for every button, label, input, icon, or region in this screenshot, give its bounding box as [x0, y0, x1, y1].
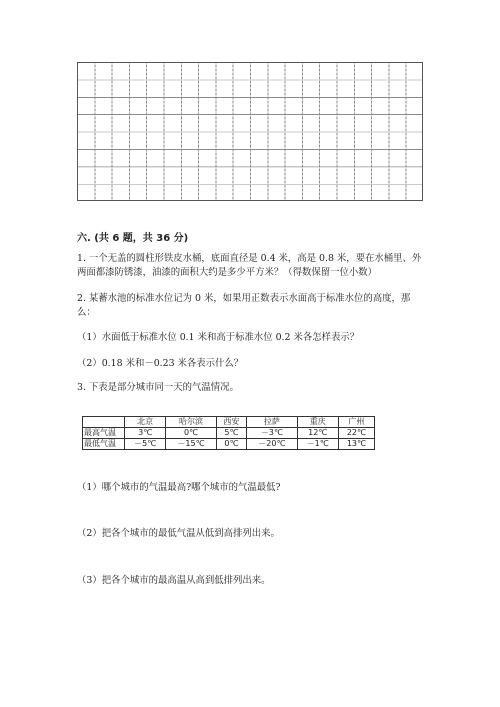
city-header: 哈尔滨: [166, 417, 216, 428]
city-header: 拉萨: [247, 417, 297, 428]
table-header-row: [83, 417, 375, 428]
table-cell: 5℃: [216, 428, 246, 439]
table-cell: －5℃: [125, 439, 166, 450]
table-cell: －3℃: [247, 428, 297, 439]
question-2: 2. 某蓄水池的标准水位记为 0 米，如果用正数表示水面高于标准水位的高度，那么：: [77, 293, 411, 318]
row-label: 最高气温: [83, 428, 125, 439]
table-row: [83, 439, 375, 450]
table-cell: －1℃: [297, 439, 338, 450]
question-3-part-3: （3）把各个城市的最高温从高到低排列出来。: [77, 575, 271, 586]
table-cell: 0℃: [216, 439, 246, 450]
table-cell: －20℃: [247, 439, 297, 450]
question-2-part-2: （2）0.18 米和－0.23 米各表示什么？: [77, 358, 244, 369]
table-cell: －15℃: [166, 439, 216, 450]
question-3: 3. 下表是部分城市同一天的气温情况。: [77, 382, 239, 393]
table-cell: 0℃: [166, 428, 216, 439]
city-header: 西安: [216, 417, 246, 428]
table-corner-cell: [83, 417, 125, 428]
table-cell: 12℃: [297, 428, 338, 439]
temperature-table: [82, 416, 375, 450]
table-row: [83, 428, 375, 439]
question-2-part-1: （1）水面低于标准水位 0.1 米和高于标准水位 0.2 米各怎样表示？: [77, 332, 360, 343]
section-title: 六. (共 6 题，共 36 分): [77, 233, 189, 244]
answer-grid: [77, 62, 423, 201]
table-cell: 3℃: [125, 428, 166, 439]
city-header: 重庆: [297, 417, 338, 428]
city-header: 广州: [338, 417, 374, 428]
city-header: 北京: [125, 417, 166, 428]
table-cell: 13℃: [338, 439, 374, 450]
question-1: 1. 一个无盖的圆柱形铁皮水桶，底面直径是 0.4 米，高是 0.8 米，要在水桶里、外两面都漆防锈漆，油漆的面积大约是多少平方米？（得数保留一位小数）: [77, 253, 422, 278]
row-label: 最低气温: [83, 439, 125, 450]
question-3-part-1: （1）哪个城市的气温最高?哪个城市的气温最低?: [77, 482, 281, 493]
table-cell: 22℃: [338, 428, 374, 439]
question-3-part-2: （2）把各个城市的最低气温从低到高排列出来。: [77, 528, 280, 539]
